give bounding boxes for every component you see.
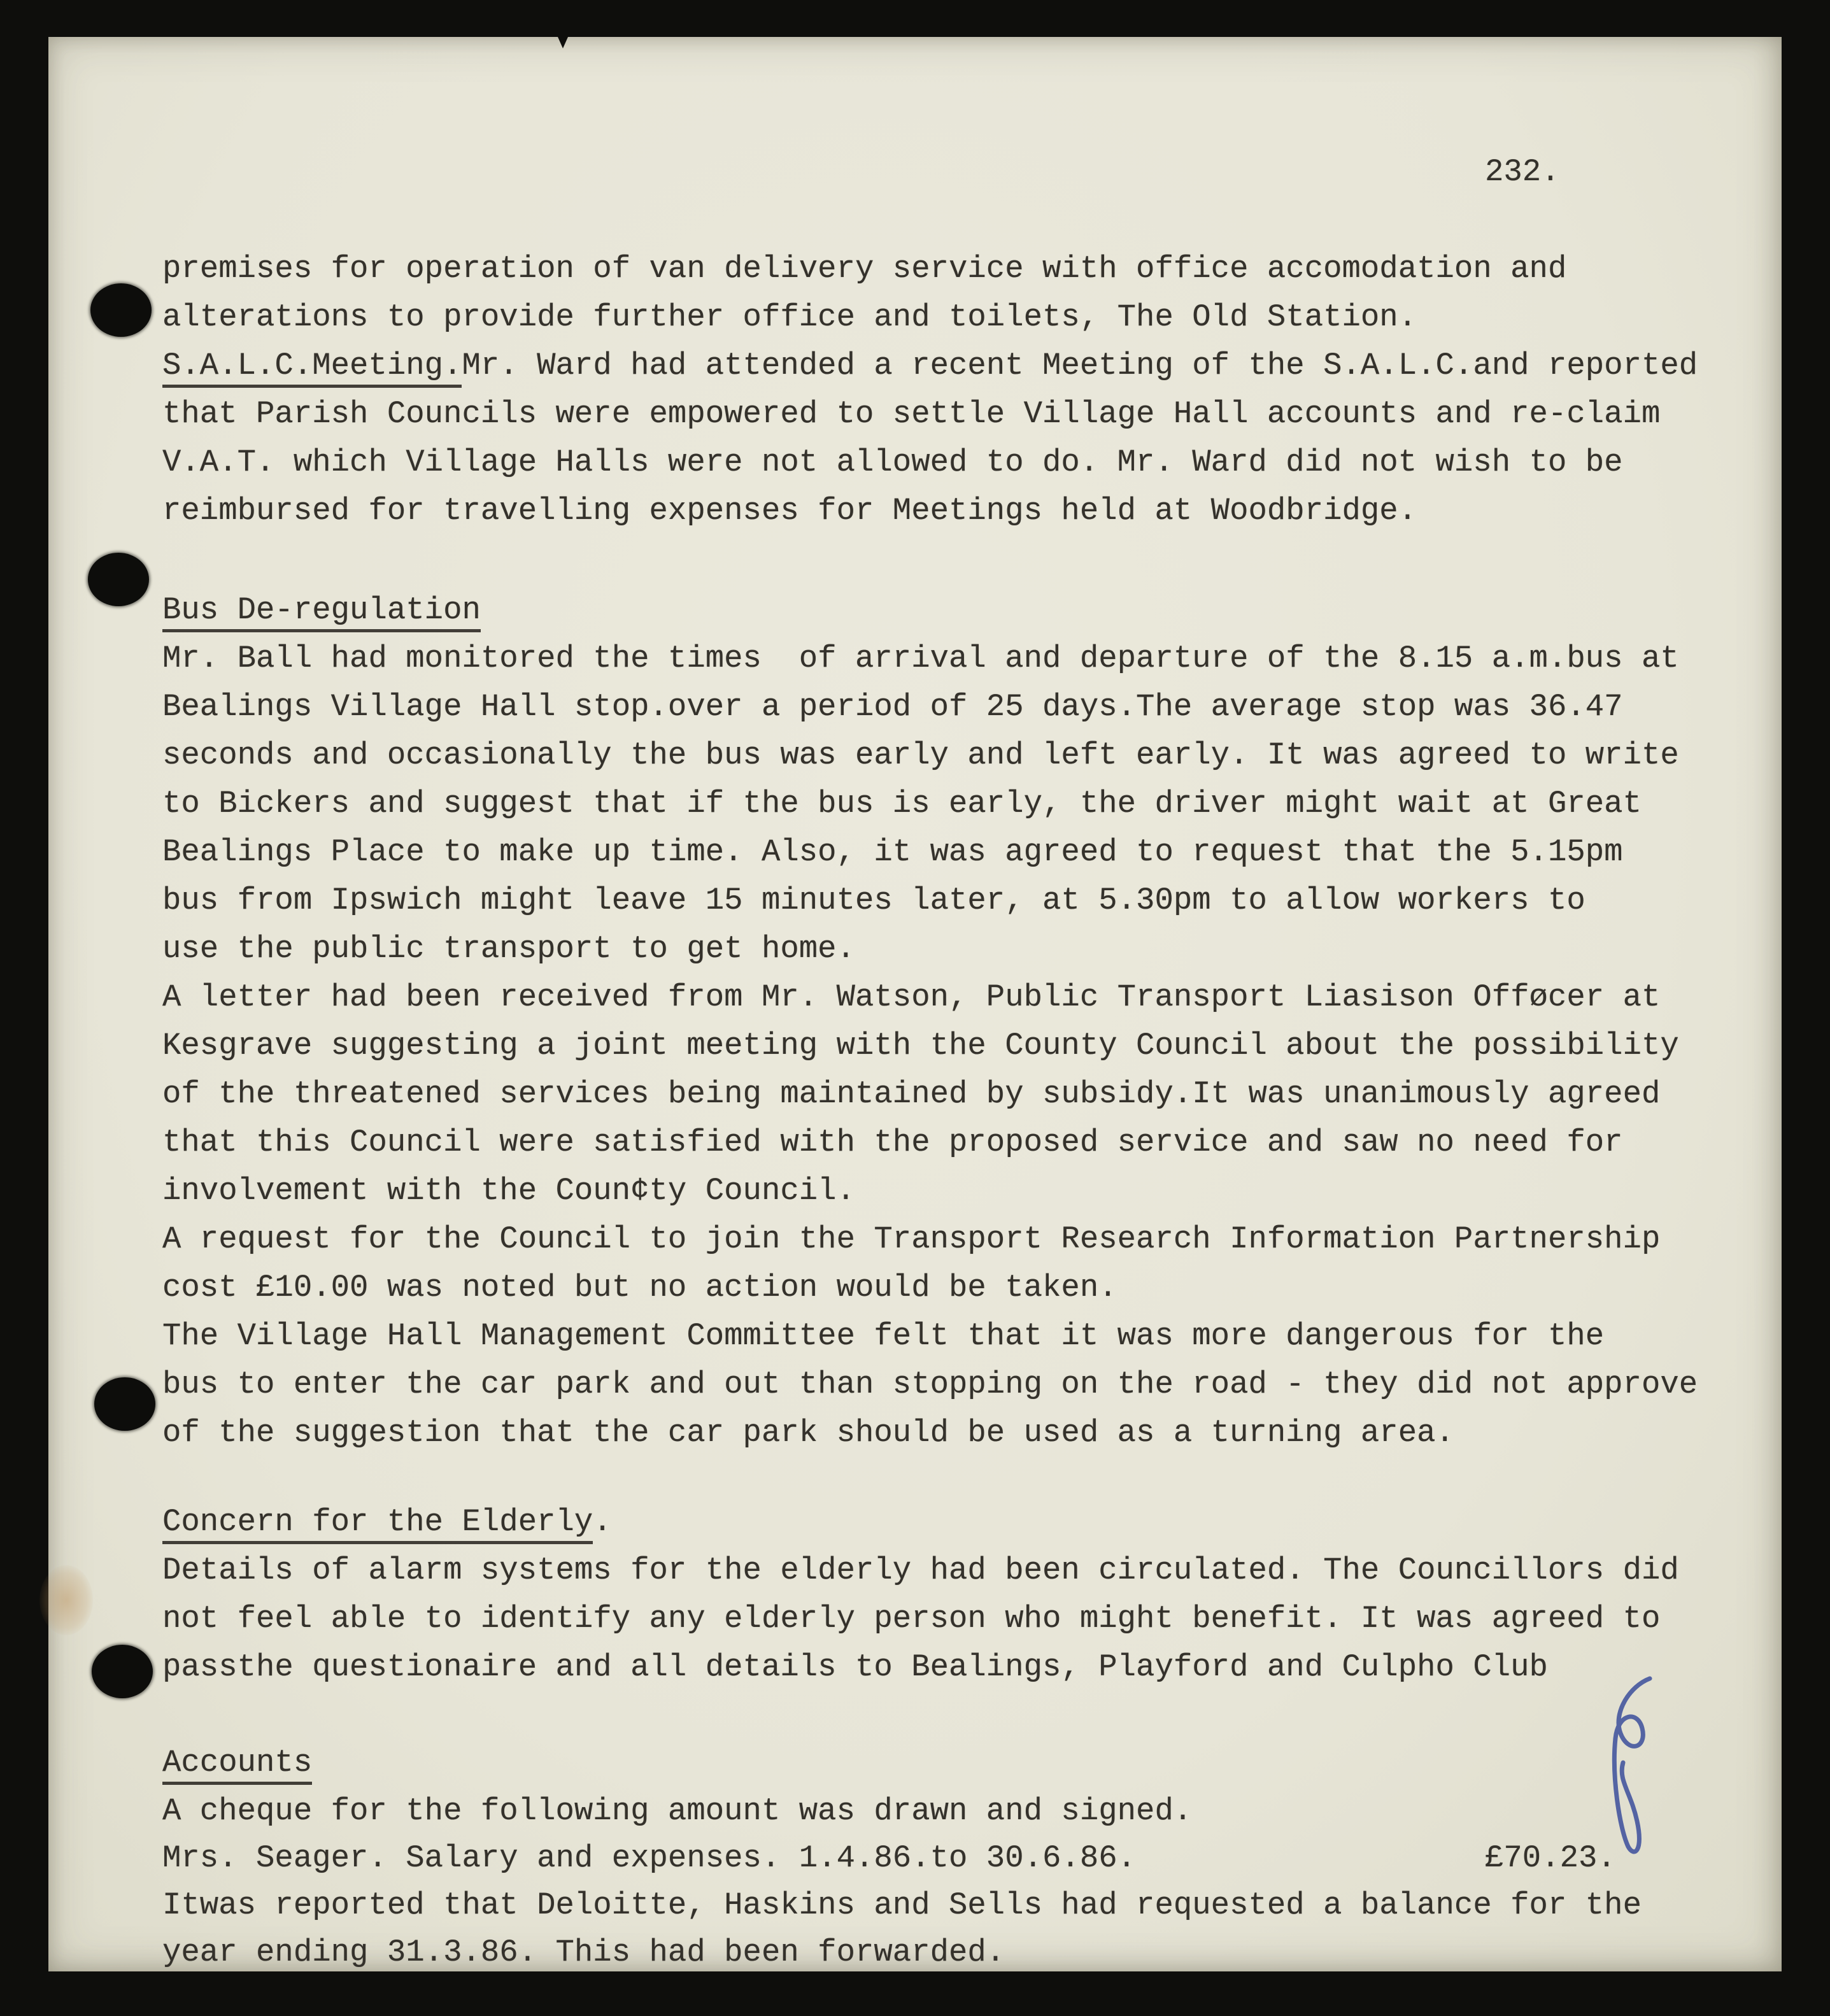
signature-mark	[1589, 1667, 1671, 1864]
bus-line: Kesgrave suggesting a joint meeting with the County Council about the possibility	[162, 1028, 1679, 1063]
cheque-amount: £70.23.	[1485, 1840, 1616, 1876]
bus-line: The Village Hall Management Committee felt that it was more dangerous for the	[162, 1318, 1605, 1354]
salc-meeting-heading: S.A.L.C.Meeting.	[162, 348, 462, 388]
accounts-line: year ending 31.3.86. This had been forwarded.	[162, 1934, 1005, 1970]
planning-line: alterations to provide further office and toilets, The Old Station.	[162, 299, 1417, 335]
bus-line: bus to enter the car park and out than stopping on the road - they did not approve	[162, 1366, 1698, 1402]
bus-line: of the suggestion that the car park should be used as a turning area.	[162, 1415, 1454, 1451]
punch-hole	[94, 1377, 155, 1431]
elderly-section-heading	[162, 1498, 612, 1546]
bus-line: A request for the Council to join the Transport Research Information Partnership	[162, 1221, 1661, 1257]
accounts-heading-text: Accounts	[162, 1745, 312, 1785]
page-number: 232.	[1485, 154, 1560, 190]
bus-heading-text: Bus De-regulation	[162, 592, 481, 632]
bus-line: A letter had been received from Mr. Watson, Public Transport Liasison Offøcer at	[162, 979, 1661, 1015]
elderly-heading-text: Concern for the Elderly	[162, 1504, 593, 1544]
paper-tear	[558, 37, 568, 48]
accounts-line	[162, 1834, 1616, 1882]
bus-line: to Bickers and suggest that if the bus is early, the driver might wait at Great	[162, 786, 1642, 821]
bus-line: of the threatened services being maintained by subsidy.It was unanimously agreed	[162, 1076, 1661, 1112]
accounts-section-heading	[162, 1738, 312, 1787]
document-page	[48, 37, 1782, 1971]
punch-hole	[92, 1645, 153, 1698]
accounts-line: Itwas reported that Deloitte, Haskins and Sells had requested a balance for the	[162, 1887, 1642, 1923]
planning-line: V.A.T. which Village Halls were not allowed to do. Mr. Ward did not wish to be	[162, 444, 1623, 480]
accounts-line: A cheque for the following amount was drawn and signed.	[162, 1793, 1193, 1829]
bus-line: seconds and occasionally the bus was early and left early. It was agreed to write	[162, 737, 1679, 773]
bus-line: use the public transport to get home.	[162, 931, 855, 967]
elderly-line: not feel able to identify any elderly person who might benefit. It was agreed to	[162, 1601, 1661, 1636]
elderly-line: passthe questionaire and all details to Bealings, Playford and Culpho Club	[162, 1649, 1548, 1685]
bus-line: that this Council were satisfied with the proposed service and saw no need for	[162, 1125, 1623, 1160]
punch-hole	[88, 553, 149, 606]
planning-line: reimbursed for travelling expenses for Meetings held at Woodbridge.	[162, 493, 1417, 529]
cheque-detail-text: Mrs. Seager. Salary and expenses. 1.4.86.to 30.6.86.	[162, 1840, 1137, 1876]
elderly-line: Details of alarm systems for the elderly had been circulated. The Councillors did	[162, 1552, 1679, 1588]
punch-hole	[90, 283, 152, 337]
bus-section-heading	[162, 586, 481, 634]
planning-line: premises for operation of van delivery service with office accomodation and	[162, 251, 1567, 287]
bus-line: Bealings Place to make up time. Also, it was agreed to request that the 5.15pm	[162, 834, 1623, 870]
bus-line: cost £10.00 was noted but no action would be taken.	[162, 1270, 1117, 1305]
stain-mark	[39, 1565, 93, 1635]
bus-line: Mr. Ball had monitored the times of arrival and departure of the 8.15 a.m.bus at	[162, 641, 1679, 676]
elderly-heading-period: .	[593, 1504, 612, 1540]
planning-line-text: Mr. Ward had attended a recent Meeting of the S.A.L.C.and reported	[462, 348, 1698, 383]
bus-line: bus from Ipswich might leave 15 minutes later, at 5.30pm to allow workers to	[162, 883, 1585, 918]
bus-line: involvement with the Coun¢ty Council.	[162, 1173, 855, 1209]
bus-line: Bealings Village Hall stop.over a period of 25 days.The average stop was 36.47	[162, 689, 1623, 725]
planning-line: that Parish Councils were empowered to settle Village Hall accounts and re-claim	[162, 396, 1661, 432]
planning-line	[162, 341, 1698, 390]
